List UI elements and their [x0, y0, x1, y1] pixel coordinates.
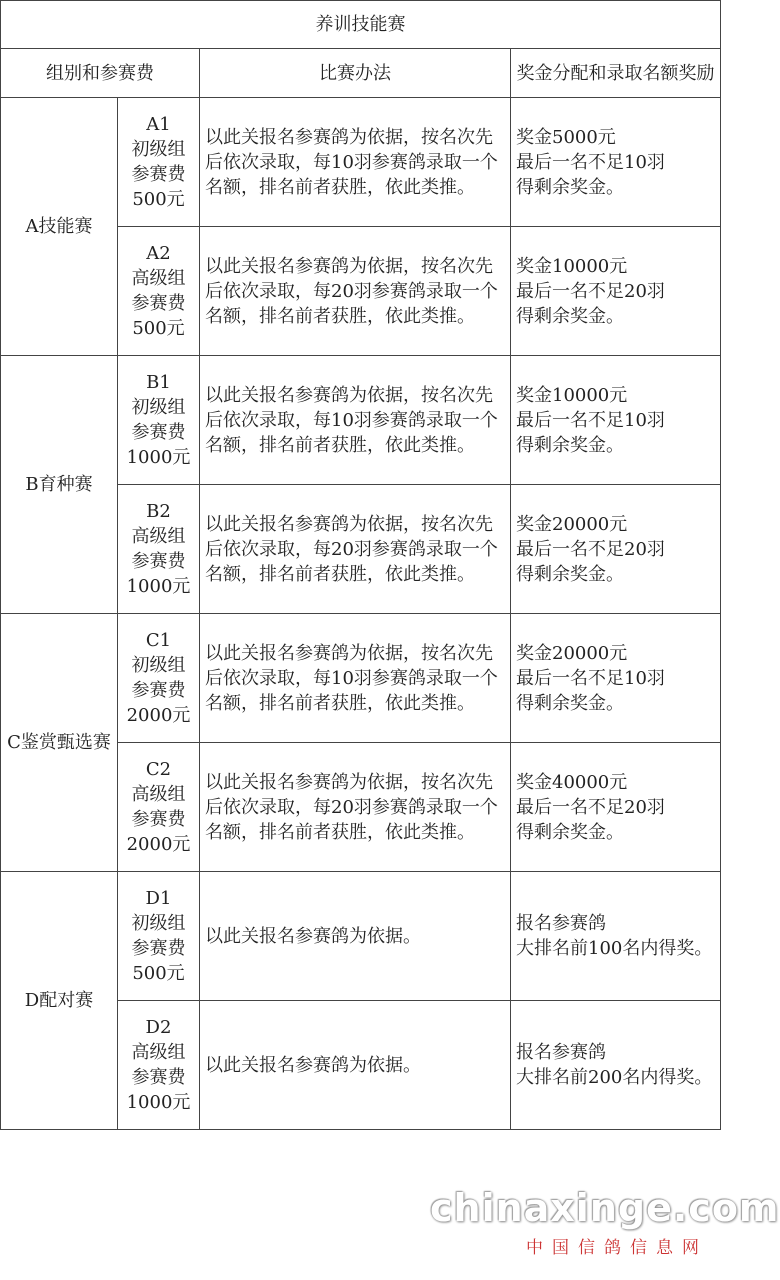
group-fee-cell: [118, 1001, 200, 1130]
prize-line: 得剩余奖金。: [516, 176, 624, 198]
prize-line: 奖金10000元: [516, 255, 628, 277]
method-cell: 以此关报名参赛鸽为依据，按名次先后依次录取，每10羽参赛鸽录取一个名额，排名前者获胜，依此类推。: [200, 98, 511, 227]
table-row: [1, 872, 721, 1001]
group-fee-label: 参赛费: [131, 938, 186, 959]
method-cell: 以此关报名参赛鸽为依据，按名次先后依次录取，每20羽参赛鸽录取一个名额，排名前者获胜，依此类推。: [200, 227, 511, 356]
prize-cell: [511, 872, 721, 1001]
prize-line: 奖金5000元: [516, 126, 616, 148]
method-cell: 以此关报名参赛鸽为依据，按名次先后依次录取，每20羽参赛鸽录取一个名额，排名前者获胜，依此类推。: [200, 743, 511, 872]
watermark-site: chinaxinge.com: [430, 1186, 780, 1230]
group-fee-cell: [118, 356, 200, 485]
prize-line: 大排名前200名内得奖。: [516, 1067, 713, 1088]
prize-line: 得剩余奖金。: [516, 563, 624, 585]
group-fee-cell: [118, 743, 200, 872]
prize-line: 最后一名不足10羽: [516, 667, 665, 689]
group-level: 初级组: [131, 655, 186, 676]
prize-line: 最后一名不足20羽: [516, 538, 665, 560]
group-level: 高级组: [131, 526, 186, 547]
method-cell: 以此关报名参赛鸽为依据，按名次先后依次录取，每20羽参赛鸽录取一个名额，排名前者获胜，依此类推。: [200, 485, 511, 614]
prize-line: 报名参赛鸽: [516, 1042, 606, 1063]
group-fee-cell: [118, 485, 200, 614]
prize-line: 奖金40000元: [516, 771, 628, 793]
prize-cell: [511, 485, 721, 614]
watermark-site-cn: 中国信鸽信息网: [526, 1238, 708, 1258]
prize-line: 得剩余奖金。: [516, 692, 624, 714]
group-fee: 1000元: [126, 576, 191, 597]
category-name: C鉴赏甄选赛: [1, 614, 118, 872]
header-group-fee: 组别和参赛费: [1, 49, 200, 98]
method-cell: 以此关报名参赛鸽为依据。: [200, 872, 511, 1001]
method-cell: 以此关报名参赛鸽为依据。: [200, 1001, 511, 1130]
group-code: D1: [145, 888, 172, 909]
prize-cell: [511, 743, 721, 872]
prize-line: 得剩余奖金。: [516, 821, 624, 843]
method-cell: 以此关报名参赛鸽为依据，按名次先后依次录取，每10羽参赛鸽录取一个名额，排名前者获胜，依此类推。: [200, 356, 511, 485]
prize-line: 得剩余奖金。: [516, 305, 624, 327]
group-fee-label: 参赛费: [131, 164, 186, 185]
group-fee: 2000元: [126, 705, 191, 726]
prize-cell: [511, 1001, 721, 1130]
method-cell: 以此关报名参赛鸽为依据，按名次先后依次录取，每10羽参赛鸽录取一个名额，排名前者获胜，依此类推。: [200, 614, 511, 743]
prize-line: 得剩余奖金。: [516, 434, 624, 456]
group-fee: 500元: [132, 963, 185, 984]
table-row: [1, 98, 721, 227]
table-row: [1, 356, 721, 485]
group-code: B2: [146, 501, 171, 522]
group-level: 初级组: [131, 139, 186, 160]
prize-line: 大排名前100名内得奖。: [516, 938, 713, 959]
prize-cell: [511, 614, 721, 743]
group-code: D2: [145, 1017, 172, 1038]
prize-line: 奖金10000元: [516, 384, 628, 406]
group-level: 初级组: [131, 913, 186, 934]
group-fee-label: 参赛费: [131, 1067, 186, 1088]
header-method: 比赛办法: [200, 49, 511, 98]
prize-line: 奖金20000元: [516, 513, 628, 535]
table-title: 养训技能赛: [1, 1, 721, 49]
prize-line: 奖金20000元: [516, 642, 628, 664]
category-name: A技能赛: [1, 98, 118, 356]
prize-line: 最后一名不足10羽: [516, 409, 665, 431]
group-fee-cell: [118, 614, 200, 743]
prize-line: 最后一名不足10羽: [516, 151, 665, 173]
header-prize: 奖金分配和录取名额奖励: [511, 49, 721, 98]
group-fee: 500元: [132, 318, 185, 339]
group-fee-label: 参赛费: [131, 551, 186, 572]
group-fee-label: 参赛费: [131, 680, 186, 701]
group-code: C1: [145, 630, 172, 651]
group-fee-label: 参赛费: [131, 809, 186, 830]
prize-line: 最后一名不足20羽: [516, 796, 665, 818]
group-level: 高级组: [131, 784, 186, 805]
category-name: B育种赛: [1, 356, 118, 614]
group-fee-label: 参赛费: [131, 422, 186, 443]
category-name: D配对赛: [1, 872, 118, 1130]
group-code: A1: [146, 114, 171, 135]
group-fee-cell: [118, 98, 200, 227]
prize-cell: [511, 227, 721, 356]
group-fee-cell: [118, 872, 200, 1001]
group-level: 初级组: [131, 397, 186, 418]
group-fee: 500元: [132, 189, 185, 210]
prize-line: 报名参赛鸽: [516, 913, 606, 934]
group-fee: 2000元: [126, 834, 191, 855]
header-row: [1, 49, 721, 98]
prize-cell: [511, 356, 721, 485]
group-level: 高级组: [131, 268, 186, 289]
group-level: 高级组: [131, 1042, 186, 1063]
group-fee-label: 参赛费: [131, 293, 186, 314]
group-fee-cell: [118, 227, 200, 356]
title-row: [1, 1, 721, 49]
prize-line: 最后一名不足20羽: [516, 280, 665, 302]
group-fee: 1000元: [126, 1092, 191, 1113]
table-row: [1, 614, 721, 743]
group-fee: 1000元: [126, 447, 191, 468]
group-code: A2: [146, 243, 171, 264]
group-code: C2: [145, 759, 172, 780]
group-code: B1: [146, 372, 171, 393]
prize-cell: [511, 98, 721, 227]
